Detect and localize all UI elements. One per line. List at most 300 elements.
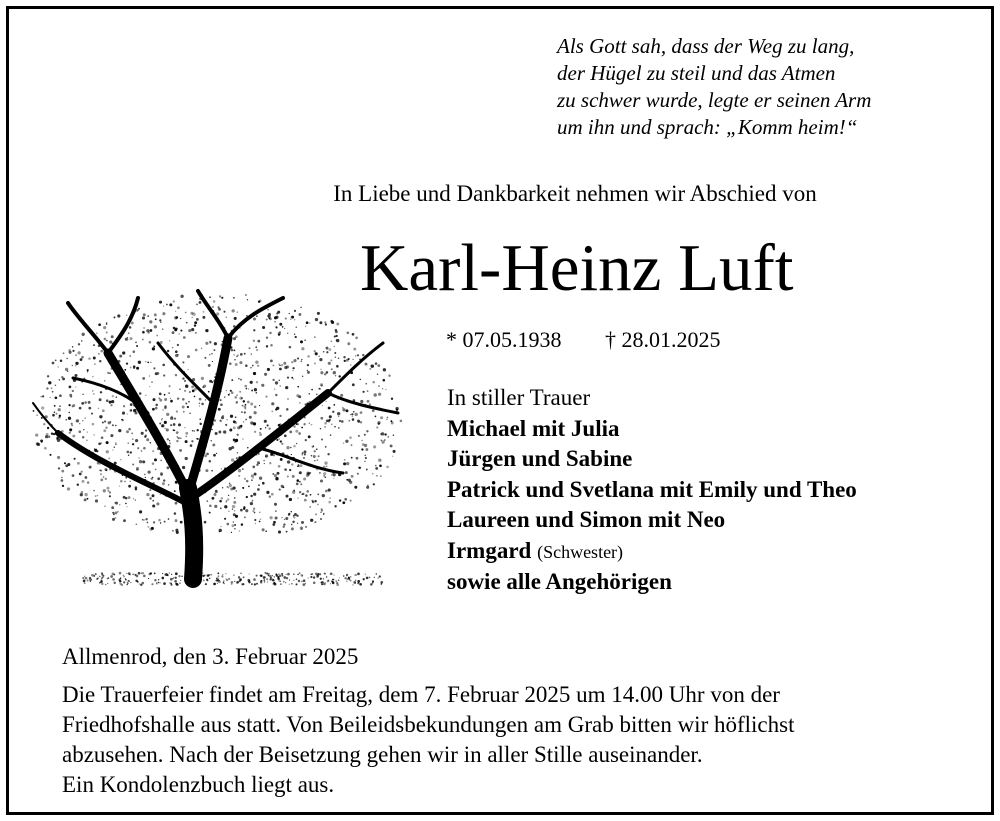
tree-leaf-speck bbox=[179, 449, 182, 452]
tree-leaf-speck bbox=[136, 467, 139, 470]
tree-leaf-speck bbox=[304, 450, 307, 453]
tree-leaf-speck bbox=[81, 402, 84, 405]
ground-speck bbox=[350, 576, 352, 578]
tree-leaf-speck bbox=[100, 350, 103, 353]
tree-leaf-speck bbox=[326, 371, 329, 374]
tree-leaf-speck bbox=[57, 366, 58, 367]
ground-speck bbox=[135, 580, 137, 582]
ground-speck bbox=[357, 580, 360, 583]
tree-leaf-speck bbox=[382, 388, 383, 389]
tree-leaf-speck bbox=[213, 300, 216, 303]
tree-leaf-speck bbox=[297, 423, 299, 425]
ground-speck bbox=[291, 583, 293, 585]
tree-leaf-speck bbox=[293, 445, 296, 448]
tree-leaf-speck bbox=[79, 407, 82, 410]
tree-leaf-speck bbox=[65, 368, 68, 371]
ground-speck bbox=[127, 582, 129, 584]
tree-leaf-speck bbox=[264, 373, 267, 376]
tree-leaf-speck bbox=[271, 402, 274, 405]
mourners-heading: In stiller Trauer bbox=[447, 385, 591, 410]
tree-leaf-speck bbox=[291, 511, 292, 512]
tree-leaf-speck bbox=[99, 398, 102, 401]
ground-speck bbox=[209, 577, 211, 579]
tree-leaf-speck bbox=[320, 512, 321, 513]
ground-speck bbox=[369, 577, 371, 579]
ground-speck bbox=[203, 579, 205, 581]
ground-speck bbox=[319, 573, 321, 575]
tree-leaf-speck bbox=[309, 322, 310, 323]
ground-speck bbox=[162, 573, 163, 574]
tree-leaf-speck bbox=[384, 439, 386, 441]
tree-leaf-speck bbox=[285, 386, 288, 389]
tree-leaf-speck bbox=[55, 359, 57, 361]
tree-leaf-speck bbox=[334, 505, 336, 507]
ground-speck bbox=[293, 573, 295, 575]
ground-speck bbox=[121, 584, 123, 586]
tree-leaf-speck bbox=[182, 377, 184, 379]
tree-leaf-speck bbox=[324, 422, 327, 425]
tree-leaf-speck bbox=[287, 475, 289, 477]
tree-leaf-speck bbox=[164, 398, 167, 401]
tree-leaf-speck bbox=[58, 408, 61, 411]
tree-leaf-speck bbox=[47, 427, 49, 429]
tree-leaf-speck bbox=[375, 467, 378, 470]
tree-leaf-speck bbox=[241, 397, 243, 399]
tree-leaf-speck bbox=[150, 442, 152, 444]
tree-leaf-speck bbox=[81, 471, 83, 473]
tree-leaf-speck bbox=[233, 354, 234, 355]
ground-speck bbox=[218, 575, 220, 577]
tree-leaf-speck bbox=[107, 490, 109, 492]
ground-speck bbox=[379, 575, 381, 577]
tree-leaf-speck bbox=[339, 499, 341, 501]
tree-leaf-speck bbox=[372, 381, 375, 384]
tree-leaf-speck bbox=[231, 349, 234, 352]
tree-leaf-speck bbox=[296, 483, 299, 486]
tree-leaf-speck bbox=[82, 436, 84, 438]
tree-leaf-speck bbox=[385, 389, 387, 391]
tree-leaf-speck bbox=[199, 423, 201, 425]
tree-leaf-speck bbox=[229, 447, 232, 450]
tree-leaf-speck bbox=[146, 329, 149, 332]
tree-leaf-speck bbox=[258, 484, 260, 486]
tree-leaf-speck bbox=[130, 367, 132, 369]
tree-leaf-speck bbox=[361, 440, 362, 441]
tree-leaf-speck bbox=[381, 440, 383, 442]
tree-leaf-speck bbox=[109, 341, 112, 344]
tree-leaf-speck bbox=[142, 460, 145, 463]
tree-leaf-speck bbox=[162, 409, 164, 411]
tree-leaf-speck bbox=[59, 394, 62, 397]
ground-speck bbox=[281, 573, 283, 575]
tree-leaf-speck bbox=[251, 474, 254, 477]
tree-leaf-speck bbox=[162, 482, 165, 485]
tree-leaf-speck bbox=[245, 509, 248, 512]
tree-leaf-speck bbox=[182, 361, 184, 363]
tree-leaf-speck bbox=[322, 494, 325, 497]
tree-leaf-speck bbox=[325, 490, 328, 493]
ground-speck bbox=[91, 574, 94, 577]
tree-leaf-speck bbox=[236, 457, 237, 458]
tree-leaf-speck bbox=[184, 427, 185, 428]
tree-leaf-speck bbox=[162, 364, 165, 367]
tree-leaf-speck bbox=[130, 481, 131, 482]
tree-leaf-speck bbox=[235, 439, 238, 442]
tree-leaf-speck bbox=[302, 376, 303, 377]
ground-speck bbox=[83, 580, 86, 583]
tree-leaf-speck bbox=[72, 474, 75, 477]
tree-leaf-speck bbox=[159, 301, 162, 304]
tree-leaf-speck bbox=[154, 458, 157, 461]
tree-leaf-speck bbox=[351, 413, 353, 415]
tree-leaf-speck bbox=[79, 473, 82, 476]
tree-leaf-speck bbox=[177, 344, 179, 346]
tree-leaf-speck bbox=[86, 440, 87, 441]
tree-leaf-speck bbox=[281, 443, 283, 445]
tree-leaf-speck bbox=[358, 421, 360, 423]
tree-leaf-speck bbox=[381, 432, 384, 435]
tree-leaf-speck bbox=[255, 523, 256, 524]
tree-leaf-speck bbox=[254, 473, 257, 476]
tree-leaf-speck bbox=[151, 477, 153, 479]
tree-leaf-speck bbox=[136, 524, 138, 526]
ground-speck bbox=[366, 577, 369, 580]
tree-leaf-speck bbox=[164, 394, 166, 396]
tree-leaf-speck bbox=[119, 485, 120, 486]
tree-leaf-speck bbox=[228, 495, 229, 496]
tree-leaf-speck bbox=[245, 404, 247, 406]
tree-leaf-speck bbox=[220, 526, 221, 527]
tree-leaf-speck bbox=[41, 417, 43, 419]
tree-leaf-speck bbox=[147, 315, 149, 317]
tree-leaf-speck bbox=[205, 399, 207, 401]
tree-leaf-speck bbox=[149, 341, 152, 344]
tree-leaf-speck bbox=[119, 504, 120, 505]
ground-speck bbox=[178, 575, 180, 577]
tree-leaf-speck bbox=[301, 494, 302, 495]
tree-leaf-speck bbox=[136, 345, 138, 347]
tree-leaf-speck bbox=[314, 500, 316, 502]
tree-leaf-speck bbox=[202, 316, 205, 319]
tree-leaf-speck bbox=[244, 385, 247, 388]
tree-leaf-speck bbox=[49, 454, 51, 456]
tree-leaf-speck bbox=[319, 472, 321, 474]
tree-leaf-speck bbox=[265, 396, 267, 398]
tree-leaf-speck bbox=[53, 433, 55, 435]
tree-leaf-speck bbox=[256, 349, 258, 351]
tree-leaf-speck bbox=[291, 527, 294, 530]
tree-leaf-speck bbox=[35, 433, 38, 436]
tree-leaf-speck bbox=[87, 481, 89, 483]
tree-leaf-speck bbox=[215, 432, 218, 435]
tree-leaf-speck bbox=[233, 521, 234, 522]
tree-leaf-speck bbox=[234, 510, 235, 511]
ground-speck bbox=[105, 584, 106, 585]
tree-leaf-speck bbox=[209, 341, 211, 343]
tree-leaf-speck bbox=[176, 440, 178, 442]
ground-speck bbox=[328, 580, 329, 581]
tree-leaf-speck bbox=[234, 528, 236, 530]
tree-leaf-speck bbox=[49, 397, 50, 398]
tree-leaf-speck bbox=[72, 435, 75, 438]
tree-leaf-speck bbox=[246, 388, 248, 390]
tree-leaf-speck bbox=[372, 409, 375, 412]
tree-leaf-speck bbox=[239, 361, 242, 364]
tree-leaf-speck bbox=[324, 461, 327, 464]
tree-leaf-speck bbox=[272, 365, 274, 367]
tree-leaf-speck bbox=[362, 354, 364, 356]
ground-speck bbox=[293, 580, 294, 581]
tree-leaf-speck bbox=[303, 457, 305, 459]
tree-leaf-speck bbox=[330, 320, 333, 323]
tree-leaf-speck bbox=[79, 423, 80, 424]
tree-leaf-speck bbox=[255, 346, 257, 348]
tree-leaf-speck bbox=[155, 407, 158, 410]
tree-leaf-speck bbox=[273, 454, 275, 456]
tree-leaf-speck bbox=[41, 406, 44, 409]
tree-leaf-speck bbox=[220, 420, 221, 421]
tree-leaf-speck bbox=[93, 490, 95, 492]
tree-leaf-speck bbox=[314, 336, 316, 338]
tree-leaf-speck bbox=[320, 369, 321, 370]
tree-leaf-speck bbox=[345, 471, 348, 474]
tree-leaf-speck bbox=[390, 420, 392, 422]
tree-leaf-speck bbox=[279, 380, 280, 381]
tree-leaf-speck bbox=[143, 447, 146, 450]
tree-leaf-speck bbox=[296, 443, 298, 445]
tree-leaf-speck bbox=[41, 441, 43, 443]
tree-leaf-speck bbox=[185, 440, 188, 443]
tree-leaf-speck bbox=[178, 423, 181, 426]
ground-speck bbox=[278, 580, 279, 581]
tree-leaf-speck bbox=[239, 391, 241, 393]
tree-leaf-speck bbox=[211, 381, 213, 383]
tree-leaf-speck bbox=[102, 409, 105, 412]
tree-leaf-speck bbox=[279, 368, 282, 371]
tree-leaf-speck bbox=[241, 523, 243, 525]
ground-speck bbox=[191, 584, 192, 585]
tree-leaf-speck bbox=[145, 429, 147, 431]
tree-leaf-speck bbox=[40, 396, 41, 397]
tree-leaf-speck bbox=[33, 410, 35, 412]
intro-text: In Liebe und Dankbarkeit nehmen wir Abschied von bbox=[333, 181, 817, 206]
tree-leaf-speck bbox=[279, 415, 281, 417]
tree-leaf-speck bbox=[237, 434, 239, 436]
tree-leaf-speck bbox=[272, 523, 275, 526]
tree-leaf-speck bbox=[255, 361, 258, 364]
ground-speck bbox=[150, 572, 152, 574]
tree-leaf-speck bbox=[93, 344, 95, 346]
ground-speck bbox=[339, 577, 340, 578]
tree-leaf-speck bbox=[287, 398, 289, 400]
tree-leaf-speck bbox=[126, 314, 127, 315]
tree-leaf-speck bbox=[104, 338, 107, 341]
tree-leaf-speck bbox=[250, 381, 253, 384]
ground-speck bbox=[84, 576, 85, 577]
tree-leaf-speck bbox=[252, 500, 254, 502]
tree-leaf-speck bbox=[226, 316, 228, 318]
ground-speck bbox=[139, 583, 141, 585]
ground-speck bbox=[95, 573, 97, 575]
ground-speck bbox=[101, 574, 103, 576]
tree-leaf-speck bbox=[238, 475, 240, 477]
ground-speck bbox=[113, 582, 115, 584]
ground-speck bbox=[87, 579, 89, 581]
ground-speck bbox=[233, 574, 234, 575]
tree-leaf-speck bbox=[358, 435, 360, 437]
tree-leaf-speck bbox=[156, 502, 159, 505]
tree-leaf-speck bbox=[187, 406, 189, 408]
ground-speck bbox=[240, 573, 241, 574]
tree-leaf-speck bbox=[152, 462, 155, 465]
tree-leaf-speck bbox=[163, 305, 164, 306]
tree-leaf-speck bbox=[205, 469, 208, 472]
tree-leaf-speck bbox=[189, 413, 191, 415]
tree-leaf-speck bbox=[302, 452, 304, 454]
tree-leaf-speck bbox=[98, 323, 101, 326]
tree-leaf-speck bbox=[179, 389, 180, 390]
tree-leaf-speck bbox=[143, 313, 146, 316]
tree-leaf-speck bbox=[178, 333, 180, 335]
tree-leaf-speck bbox=[379, 464, 382, 467]
tree-leaf-speck bbox=[214, 505, 217, 508]
ground-speck bbox=[274, 583, 277, 586]
tree-leaf-speck bbox=[297, 523, 298, 524]
ground-speck bbox=[120, 583, 121, 584]
tree-leaf-speck bbox=[151, 381, 152, 382]
tree-leaf-speck bbox=[291, 316, 292, 317]
tree-leaf-speck bbox=[92, 390, 93, 391]
tree-leaf-speck bbox=[159, 319, 161, 321]
tree-leaf-speck bbox=[245, 364, 248, 367]
tree-leaf-speck bbox=[286, 495, 289, 498]
tree-leaf-speck bbox=[278, 530, 281, 533]
tree-leaf-speck bbox=[96, 332, 97, 333]
tree-leaf-speck bbox=[72, 390, 74, 392]
tree-leaf-speck bbox=[314, 521, 316, 523]
tree-leaf-speck bbox=[152, 494, 155, 497]
ground-speck bbox=[308, 578, 309, 579]
ground-speck bbox=[128, 580, 130, 582]
tree-leaf-speck bbox=[326, 351, 328, 353]
tree-leaf-speck bbox=[254, 388, 257, 391]
tree-leaf-speck bbox=[293, 359, 296, 362]
tree-leaf-speck bbox=[211, 440, 212, 441]
tree-leaf-speck bbox=[339, 420, 341, 422]
tree-leaf-speck bbox=[212, 361, 213, 362]
tree-leaf-speck bbox=[341, 420, 344, 423]
tree-leaf-speck bbox=[145, 361, 146, 362]
tree-leaf-speck bbox=[132, 443, 134, 445]
tree-leaf-speck bbox=[84, 417, 86, 419]
tree-leaf-speck bbox=[244, 411, 246, 413]
tree-leaf-speck bbox=[260, 428, 262, 430]
tree-leaf-speck bbox=[80, 493, 83, 496]
tree-leaf-speck bbox=[227, 523, 230, 526]
tree-leaf-speck bbox=[256, 315, 258, 317]
tree-leaf-speck bbox=[208, 364, 211, 367]
tree-leaf-speck bbox=[269, 332, 271, 334]
tree-leaf-speck bbox=[196, 318, 199, 321]
ground-speck bbox=[209, 574, 210, 575]
tree-leaf-speck bbox=[335, 335, 337, 337]
tree-leaf-speck bbox=[369, 403, 371, 405]
tree-leaf-speck bbox=[67, 371, 68, 372]
tree-leaf-speck bbox=[52, 391, 54, 393]
tree-leaf-speck bbox=[261, 384, 264, 387]
ground-speck bbox=[176, 583, 179, 586]
ground-speck bbox=[274, 576, 275, 577]
tree-leaf-speck bbox=[160, 321, 162, 323]
tree-leaf-speck bbox=[46, 387, 48, 389]
ground-speck bbox=[161, 577, 164, 580]
tree-leaf-speck bbox=[259, 521, 261, 523]
tree-leaf-speck bbox=[335, 375, 336, 376]
ground-speck bbox=[313, 576, 315, 578]
tree-leaf-speck bbox=[365, 448, 368, 451]
tree-leaf-speck bbox=[338, 357, 340, 359]
tree-leaf-speck bbox=[145, 477, 146, 478]
tree-leaf-speck bbox=[271, 493, 274, 496]
tree-leaf-speck bbox=[248, 347, 250, 349]
tree-leaf-speck bbox=[199, 405, 200, 406]
tree-leaf-speck bbox=[176, 431, 179, 434]
tree-leaf-speck bbox=[129, 355, 130, 356]
tree-leaf-speck bbox=[345, 440, 348, 443]
tree-leaf-speck bbox=[149, 375, 150, 376]
ground-speck bbox=[185, 577, 188, 580]
tree-leaf-speck bbox=[318, 455, 320, 457]
tree-leaf-speck bbox=[149, 386, 150, 387]
tree-leaf-speck bbox=[260, 518, 262, 520]
tree-leaf-speck bbox=[373, 445, 376, 448]
ground-speck bbox=[264, 581, 266, 583]
tree-leaf-speck bbox=[135, 499, 136, 500]
tree-leaf-speck bbox=[342, 407, 343, 408]
tree-leaf-speck bbox=[229, 484, 232, 487]
ground-speck bbox=[217, 572, 219, 574]
tree-leaf-speck bbox=[147, 522, 149, 524]
ground-speck bbox=[102, 576, 104, 578]
tree-leaf-speck bbox=[168, 484, 170, 486]
tree-leaf-speck bbox=[270, 360, 273, 363]
info-line: Friedhofshalle aus statt. Von Beileidsbekundungen am Grab bitten wir höflichst bbox=[62, 712, 795, 737]
tree-leaf-speck bbox=[197, 438, 199, 440]
tree-leaf-speck bbox=[393, 450, 396, 453]
ground-speck bbox=[163, 582, 166, 585]
tree-leaf-speck bbox=[201, 348, 202, 349]
tree-leaf-speck bbox=[175, 519, 178, 522]
tree-leaf-speck bbox=[204, 521, 207, 524]
tree-leaf-speck bbox=[192, 317, 193, 318]
tree-leaf-speck bbox=[142, 331, 145, 334]
tree-leaf-speck bbox=[230, 415, 233, 418]
tree-leaf-speck bbox=[246, 480, 249, 483]
tree-leaf-speck bbox=[108, 457, 110, 459]
tree-leaf-speck bbox=[373, 483, 375, 485]
tree-leaf-speck bbox=[250, 353, 252, 355]
tree-leaf-speck bbox=[294, 310, 296, 312]
tree-leaf-speck bbox=[238, 469, 241, 472]
tree-leaf-speck bbox=[279, 365, 280, 366]
tree-leaf-speck bbox=[196, 304, 198, 306]
tree-leaf-speck bbox=[63, 352, 65, 354]
tree-leaf-speck bbox=[68, 349, 71, 352]
tree-leaf-speck bbox=[321, 508, 323, 510]
ground-speck bbox=[332, 582, 335, 585]
tree-leaf-speck bbox=[232, 508, 233, 509]
tree-leaf-speck bbox=[320, 479, 323, 482]
